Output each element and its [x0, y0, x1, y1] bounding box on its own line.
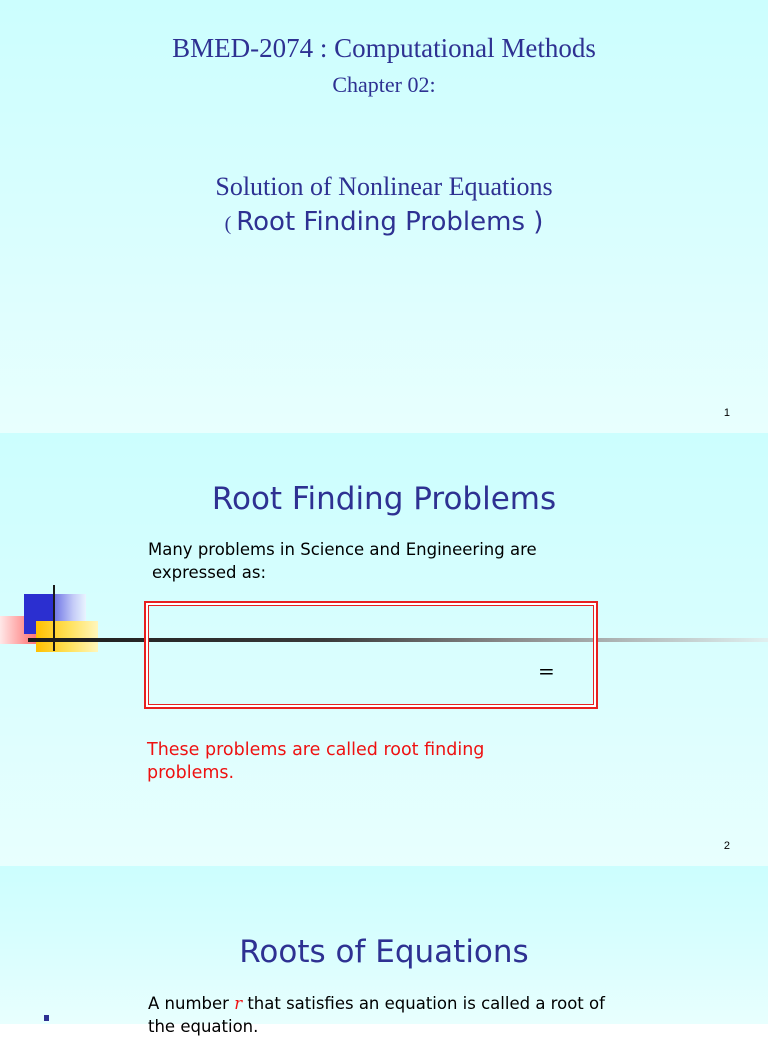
- note-text: [147, 739, 484, 785]
- equation-box: [144, 601, 598, 709]
- definition-after: that satisfies an equation is called a root of: [242, 994, 605, 1013]
- definition-line-1: [148, 992, 605, 1015]
- subtitle-text: Root Finding Problems: [236, 207, 525, 237]
- note-line-1: These problems are called root finding: [147, 740, 485, 760]
- note-line-2: problems.: [147, 763, 235, 783]
- subtitle-open-paren: (: [224, 213, 237, 235]
- bullet-marker: [44, 1015, 49, 1021]
- slide-1-subtitle: [0, 207, 768, 237]
- equation-equals-sign: =: [538, 659, 555, 683]
- page-number: 2: [723, 840, 730, 852]
- decor-yellow-block: [36, 621, 98, 652]
- slide-2: [0, 433, 768, 866]
- subtitle-close-paren: ): [525, 207, 544, 237]
- slide-3-title: Roots of Equations: [239, 934, 529, 970]
- intro-line-2: expressed as:: [152, 563, 267, 582]
- intro-line-1: Many problems in Science and Engineering are: [148, 540, 537, 559]
- slide-3: [0, 866, 768, 1036]
- slide-2-title: Root Finding Problems: [211, 481, 557, 517]
- page-number: 1: [723, 407, 730, 419]
- slide-1-title: Solution of Nonlinear Equations: [215, 172, 553, 201]
- definition-line-2: the equation.: [148, 1017, 259, 1036]
- intro-text: [148, 538, 537, 584]
- slide-1: [0, 0, 768, 433]
- definition-before: A number: [148, 994, 235, 1013]
- chapter-label: Chapter 02:: [332, 72, 436, 97]
- course-title: BMED-2074 : Computational Methods: [172, 33, 596, 63]
- definition-variable: r: [234, 994, 243, 1013]
- definition-text: [148, 992, 605, 1038]
